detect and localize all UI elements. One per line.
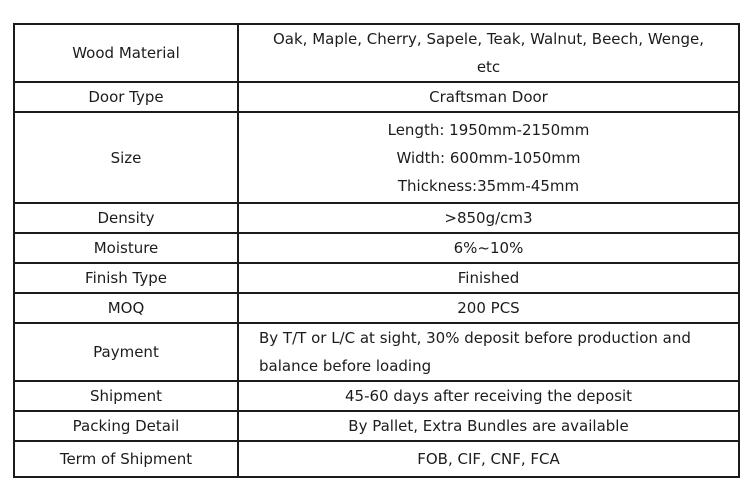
table-row (14, 263, 739, 293)
table-row (14, 203, 739, 233)
cell-line: Finished (457, 269, 520, 287)
spec-value-cell (238, 263, 739, 293)
cell-line: By T/T or L/C at sight, 30% deposit before production and (259, 329, 691, 347)
table-row (14, 441, 739, 477)
table-row (14, 411, 739, 441)
spec-label-cell: Shipment (14, 381, 238, 411)
cell-line: By Pallet, Extra Bundles are available (348, 417, 629, 435)
spec-value-cell (238, 82, 739, 112)
spec-label-cell: Term of Shipment (14, 441, 238, 477)
spec-value-cell (238, 112, 739, 203)
spec-value-cell (238, 441, 739, 477)
table-row (14, 323, 739, 381)
cell-line: 6%~10% (453, 239, 524, 257)
table-row (14, 24, 739, 82)
spec-label-cell: Finish Type (14, 263, 238, 293)
spec-label-cell: Door Type (14, 82, 238, 112)
spec-label-cell: MOQ (14, 293, 238, 323)
table-row (14, 381, 739, 411)
cell-line: FOB, CIF, CNF, FCA (417, 450, 560, 468)
cell-line: 200 PCS (457, 299, 520, 317)
cell-line: etc (476, 58, 501, 76)
cell-line: balance before loading (259, 357, 432, 375)
spec-label-cell: Packing Detail (14, 411, 238, 441)
cell-line: Width: 600mm-1050mm (396, 148, 581, 167)
spec-label-cell: Moisture (14, 233, 238, 263)
table-row (14, 293, 739, 323)
spec-table-body (14, 24, 739, 477)
cell-line: Oak, Maple, Cherry, Sapele, Teak, Walnut, Beech, Wenge, (272, 30, 705, 48)
spec-label-cell: Wood Material (14, 24, 238, 82)
spec-label-cell: Density (14, 203, 238, 233)
spec-value-cell (238, 24, 739, 82)
spec-value-cell (238, 411, 739, 441)
spec-label-cell: Size (14, 112, 238, 203)
spec-value-cell (238, 203, 739, 233)
spec-value-cell (238, 233, 739, 263)
cell-line: 45-60 days after receiving the deposit (344, 387, 633, 405)
cell-line: Thickness:35mm-45mm (397, 176, 580, 195)
spec-label-cell: Payment (14, 323, 238, 381)
spec-value-cell (238, 323, 739, 381)
table-row (14, 82, 739, 112)
product-specification-table (13, 23, 740, 478)
table-row (14, 112, 739, 203)
cell-line: >850g/cm3 (444, 209, 533, 227)
spec-value-cell (238, 381, 739, 411)
cell-line: Length: 1950mm-2150mm (387, 120, 590, 139)
spec-value-cell (238, 293, 739, 323)
table-row (14, 233, 739, 263)
cell-line: Craftsman Door (429, 88, 548, 106)
